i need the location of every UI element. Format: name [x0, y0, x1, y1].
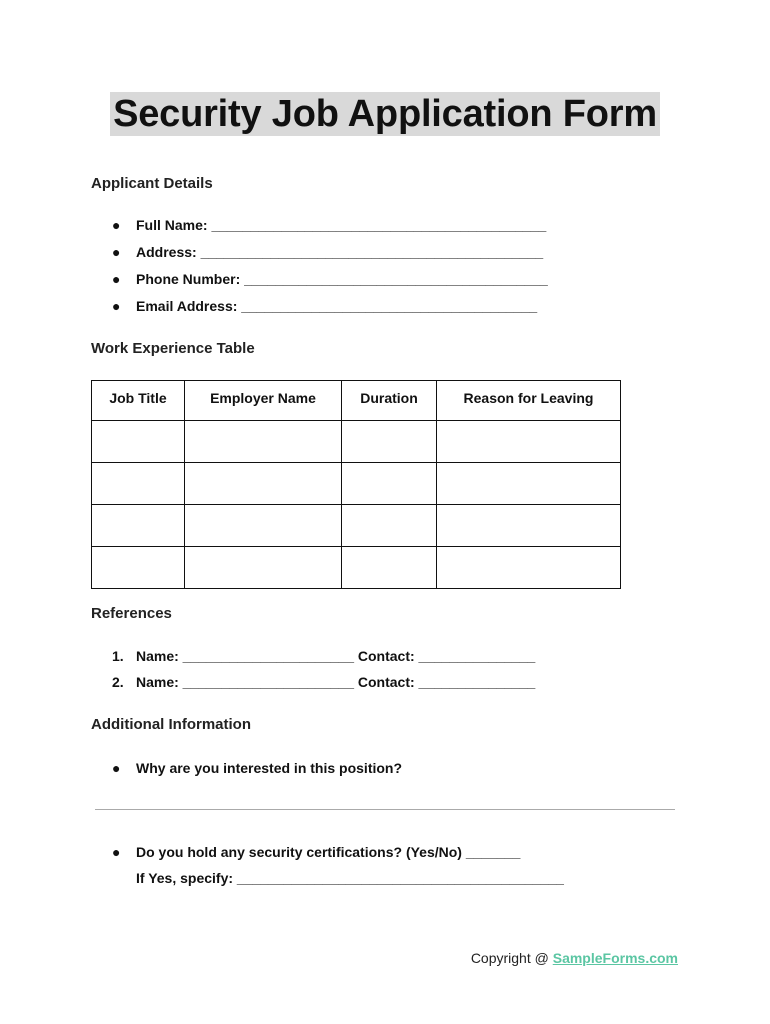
table-cell[interactable] [185, 505, 342, 547]
list-number: 2. [112, 674, 124, 690]
phone-number-label: Phone Number: _______________________________________ [136, 271, 548, 287]
table-cell[interactable] [342, 547, 437, 589]
column-header-reason-for-leaving: Reason for Leaving [437, 381, 621, 421]
table-header-row [92, 381, 621, 421]
table-cell[interactable] [342, 421, 437, 463]
list-number: 1. [112, 648, 124, 664]
table-cell[interactable] [437, 547, 621, 589]
bullet: ● [112, 298, 121, 314]
page-title: Security Job Application Form [110, 92, 660, 136]
bullet: ● [112, 217, 121, 233]
certification-question-label: Do you hold any security certifications? (Yes/No) _______ [136, 844, 521, 860]
full-name-field[interactable] [112, 216, 546, 234]
table-cell[interactable] [342, 463, 437, 505]
table-row [92, 421, 621, 463]
table-cell[interactable] [92, 421, 185, 463]
email-address-field[interactable] [112, 297, 537, 315]
column-header-duration: Duration [342, 381, 437, 421]
table-cell[interactable] [437, 505, 621, 547]
additional-information-heading: Additional Information [91, 716, 251, 733]
phone-number-field[interactable] [112, 270, 548, 288]
bullet: ● [112, 244, 121, 260]
column-header-employer-name: Employer Name [185, 381, 342, 421]
certification-question[interactable] [112, 843, 520, 861]
reference-1-label: Name: ______________________ Contact: _______________ [136, 648, 536, 664]
sampleforms-link[interactable]: SampleForms.com [552, 950, 678, 966]
bullet: ● [112, 760, 121, 776]
table-row [92, 463, 621, 505]
bullet: ● [112, 844, 121, 860]
table-cell[interactable] [437, 421, 621, 463]
reference-2-label: Name: ______________________ Contact: _______________ [136, 674, 536, 690]
work-experience-table [91, 380, 621, 589]
table-row [92, 547, 621, 589]
certification-specify-field[interactable]: If Yes, specify: __________________________________________ [136, 870, 564, 886]
bullet: ● [112, 271, 121, 287]
applicant-details-heading: Applicant Details [91, 175, 213, 192]
email-address-label: Email Address: ______________________________________ [136, 298, 538, 314]
full-name-label: Full Name: ___________________________________________ [136, 217, 547, 233]
references-heading: References [91, 605, 172, 622]
work-experience-heading: Work Experience Table [91, 340, 255, 357]
reference-1-field[interactable] [112, 647, 535, 665]
table-cell[interactable] [92, 505, 185, 547]
table-cell[interactable] [437, 463, 621, 505]
table-row [92, 505, 621, 547]
table-cell[interactable] [342, 505, 437, 547]
copyright-text: Copyright @ [470, 950, 553, 966]
table-cell[interactable] [185, 547, 342, 589]
reference-2-field[interactable] [112, 673, 535, 691]
table-cell[interactable] [185, 463, 342, 505]
interest-question-label: Why are you interested in this position? [136, 760, 403, 776]
address-label: Address: ____________________________________________ [136, 244, 544, 260]
table-cell[interactable] [92, 463, 185, 505]
copyright-footer [471, 950, 678, 966]
interest-question [112, 759, 402, 777]
column-header-job-title: Job Title [92, 381, 185, 421]
address-field[interactable] [112, 243, 543, 261]
answer-line[interactable] [95, 809, 675, 810]
table-cell[interactable] [185, 421, 342, 463]
table-cell[interactable] [92, 547, 185, 589]
